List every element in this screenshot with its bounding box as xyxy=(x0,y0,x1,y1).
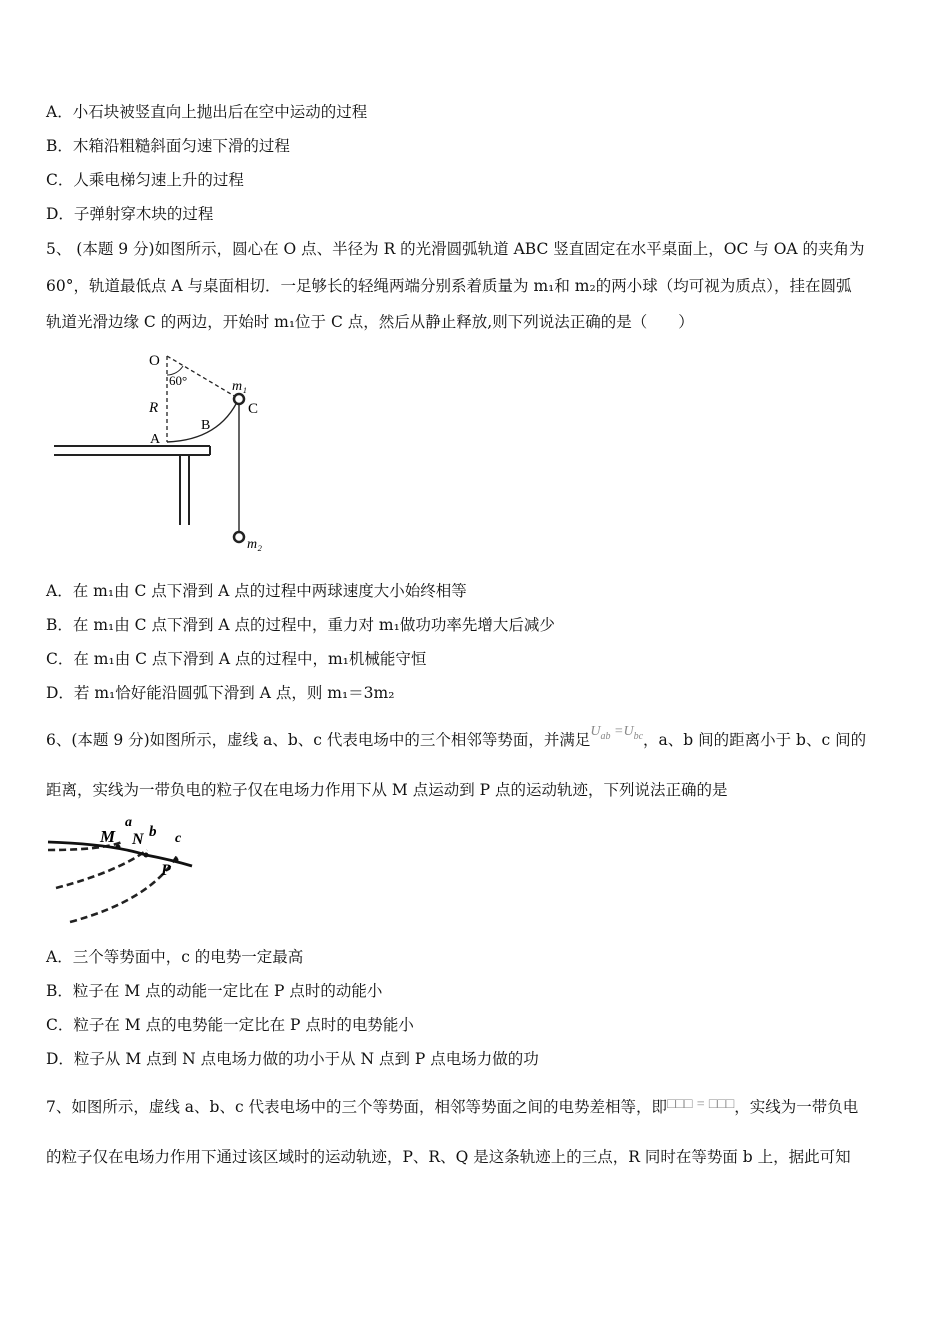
q6-label-c: c xyxy=(175,831,182,846)
q5-option-c: C．在 m₁由 C 点下滑到 A 点的过程中，m₁机械能守恒 xyxy=(46,650,427,668)
q6-label-n: N xyxy=(132,831,144,848)
q7-formula: □□□ = □□□ xyxy=(667,1097,735,1112)
q6-formula-bc: bc xyxy=(633,730,644,742)
q6-option-c: C．粒子在 M 点的电势能一定比在 P 点时的电势能小 xyxy=(46,1016,414,1034)
q4-option-d: D．子弹射穿木块的过程 xyxy=(46,205,214,223)
q6-option-a: A．三个等势面中，c 的电势一定最高 xyxy=(46,948,304,966)
q7-stem-line-2: 的粒子仅在电场力作用下通过该区域时的运动轨迹，P、R、Q 是这条轨迹上的三点，R 同时在等势面 b 上，据此可知 xyxy=(46,1148,851,1166)
q6-label-p: P xyxy=(161,862,171,879)
q7-stem-1a: 7、如图所示，虚线 a、b、c 代表电场中的三个等势面，相邻等势面之间的电势差相等，即 xyxy=(46,1098,668,1116)
q5-option-d: D．若 m₁恰好能沿圆弧下滑到 A 点，则 m₁＝3m₂ xyxy=(46,684,395,702)
q5-stem-line-1: 5、 (本题 9 分)如图所示，圆心在 O 点、半径为 R 的光滑圆弧轨道 ABC 竖直固定在水平桌面上，OC 与 OA 的夹角为 xyxy=(46,240,865,258)
q6-figure xyxy=(42,812,202,927)
q5-label-angle: 60° xyxy=(169,373,188,388)
q5-label-r: R xyxy=(149,400,159,416)
q6-label-b: b xyxy=(149,824,157,840)
q5-ball-m2 xyxy=(234,532,244,542)
q6-label-a: a xyxy=(125,815,132,830)
q6-formula-eq: =U xyxy=(614,724,634,739)
q7-stem-1b: ，实线为一带负电 xyxy=(734,1098,859,1116)
q5-label-c: C xyxy=(248,401,259,417)
q4-option-b: B．木箱沿粗糙斜面匀速下滑的过程 xyxy=(46,137,290,155)
q5-label-b: B xyxy=(201,418,211,433)
q6-stem-1b: ，a、b 间的距离小于 b、c 间的 xyxy=(643,731,867,749)
q5-label-m2: m₂ xyxy=(247,537,262,552)
q6-formula xyxy=(590,724,644,742)
q6-point-p xyxy=(174,858,179,863)
q5-stem-line-3: 轨道光滑边缘 C 的两边，开始时 m₁位于 C 点，然后从静止释放,则下列说法正确的是（ ） xyxy=(46,313,694,331)
q5-ball-m1 xyxy=(234,394,244,404)
q6-formula-ab: ab xyxy=(600,730,611,742)
q4-option-a: A．小石块被竖直向上抛出后在空中运动的过程 xyxy=(46,103,368,121)
q6-stem-line-1 xyxy=(46,724,867,758)
q4-option-c: C．人乘电梯匀速上升的过程 xyxy=(46,171,244,189)
q5-label-o: O xyxy=(149,353,160,369)
q6-point-m xyxy=(116,845,121,850)
q5-option-a: A．在 m₁由 C 点下滑到 A 点的过程中两球速度大小始终相等 xyxy=(46,582,467,600)
q5-figure xyxy=(50,345,290,560)
q6-option-b: B．粒子在 M 点的动能一定比在 P 点时的动能小 xyxy=(46,982,383,1000)
q6-equipotential-b xyxy=(56,850,147,888)
q5-label-a: A xyxy=(150,432,161,447)
q5-stem-line-2: 60°，轨道最低点 A 与桌面相切．一足够长的轻绳两端分别系着质量为 m₁和 m₂的两小球（均可视为质点），挂在圆弧 xyxy=(46,277,852,295)
q6-stem-1a: 6、(本题 9 分)如图所示，虚线 a、b、c 代表电场中的三个相邻等势面，并满足 xyxy=(46,731,591,749)
q5-option-b: B．在 m₁由 C 点下滑到 A 点的过程中，重力对 m₁做功功率先增大后减少 xyxy=(46,616,555,634)
q6-label-m: M xyxy=(100,827,116,846)
q7-stem-line-1 xyxy=(46,1096,858,1120)
q6-point-n xyxy=(144,853,149,858)
q5-label-m1: m₁ xyxy=(232,379,247,394)
q6-formula-u: U xyxy=(590,724,601,739)
q6-option-d: D．粒子从 M 点到 N 点电场力做的功小于从 N 点到 P 点电场力做的功 xyxy=(46,1050,539,1068)
q6-stem-line-2: 距离，实线为一带负电的粒子仅在电场力作用下从 M 点运动到 P 点的运动轨迹，下列说法正确的是 xyxy=(46,781,728,799)
